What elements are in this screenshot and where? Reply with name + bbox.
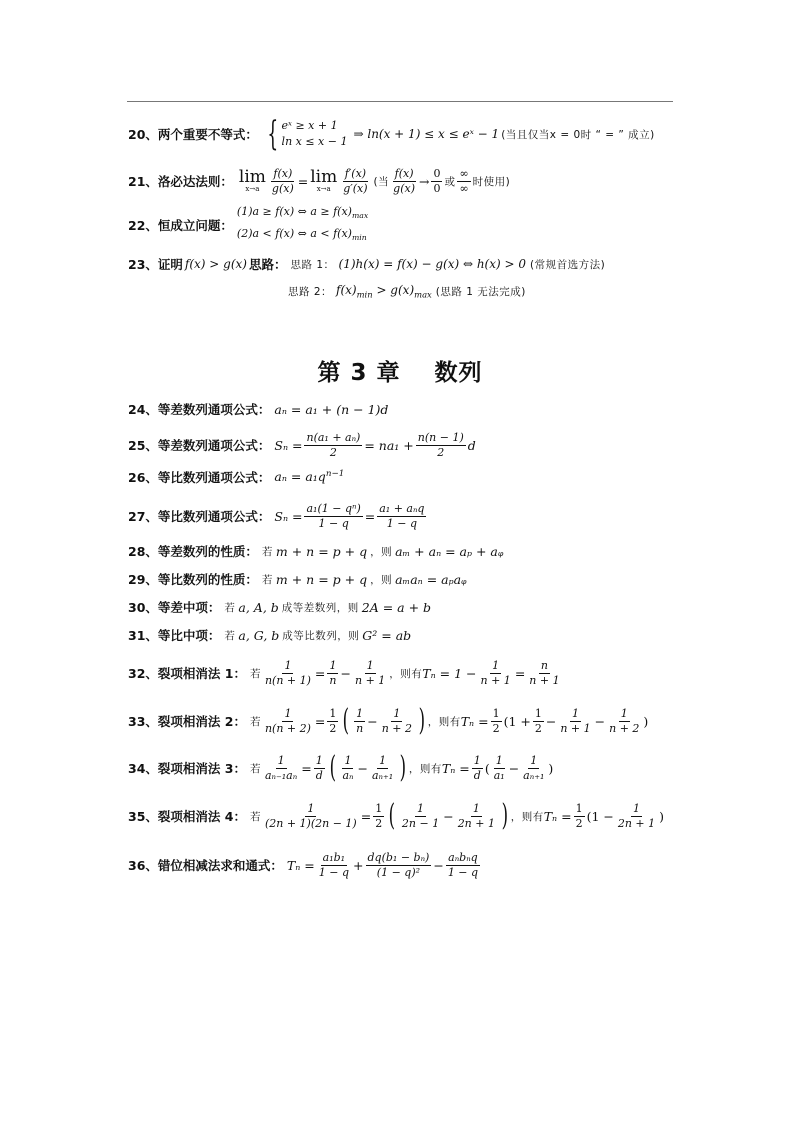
fraction: $\frac{\text{a₁b₁}}{1 - q}$ xyxy=(318,850,350,879)
tn-lhs: Tₙ = xyxy=(286,857,315,873)
fraction: $\frac{1}{\text{a₁}}$ xyxy=(493,753,505,782)
item-30 xyxy=(128,597,431,617)
item-22 xyxy=(128,204,369,243)
item-34-label: 34、裂项相消法 3： xyxy=(128,761,246,776)
right-paren: ) xyxy=(418,703,426,738)
equals-sign: = xyxy=(297,173,309,189)
item-26 xyxy=(128,467,344,487)
fraction: $\frac{n(n - 1)}{2}$ xyxy=(417,430,464,459)
item-31-label: 31、等比中项： xyxy=(128,628,221,643)
fraction: $\frac{1}{(2n + 1)(2n - 1)}$ xyxy=(264,801,357,830)
fraction: $\frac{1}{\text{aₙ₊₁}}$ xyxy=(523,753,545,782)
item-34 xyxy=(128,748,553,788)
if-text: 若 xyxy=(261,573,273,586)
if-text: 若 xyxy=(249,762,261,775)
item-30-label: 30、等差中项： xyxy=(128,600,221,615)
sum-lhs: Sₙ = xyxy=(274,508,303,524)
approach-1-note: (常规首选方法) xyxy=(530,258,606,271)
fraction: $\frac{1}{n + 1}$ xyxy=(480,658,511,687)
item-28-condition: m + n = p + q xyxy=(275,543,368,559)
fraction: $\frac{1}{n}$ xyxy=(356,706,364,735)
close-paren: ) xyxy=(643,713,649,729)
equals-sign: = xyxy=(360,808,372,824)
item-25 xyxy=(128,428,476,462)
item-23-line-2 xyxy=(288,281,526,301)
or-text: 或 xyxy=(444,175,456,188)
open-paren: ( xyxy=(484,760,490,776)
open-term: (1 + xyxy=(503,713,531,729)
minus-sign: − xyxy=(340,665,351,681)
item-23-label-math: f(x) > g(x) xyxy=(184,257,247,271)
item-20 xyxy=(128,114,655,154)
item-24-label: 24、等差数列通项公式： xyxy=(128,402,271,417)
item-35 xyxy=(128,796,664,836)
item-26-formula: $a_n = a_1q^{n-1}$ xyxy=(274,469,345,485)
item-35-label: 35、裂项相消法 4： xyxy=(128,809,246,824)
then-text: ，则有 xyxy=(389,667,423,680)
fraction: $\frac{1}{n + 2}$ xyxy=(609,706,640,735)
close-paren: ) xyxy=(659,808,665,824)
minus-sign: − xyxy=(433,857,444,873)
approach-1-formula: (1)h(x) = f(x) − g(x) ⇔ h(x) > 0 xyxy=(338,257,527,271)
item-29-result: aₘaₙ = aₚaᵩ xyxy=(395,571,467,587)
item-25-label: 25、等差数列通项公式： xyxy=(128,438,271,453)
fraction: $\frac{\text{dq(b₁ − bₙ)}}{\text{(1 − q)²}}$ xyxy=(367,850,430,879)
fraction: $\frac{f'(x)}{g'(x)}$ xyxy=(343,166,368,195)
fraction: $\frac{1}{\text{aₙ}}$ xyxy=(342,753,354,782)
approach-2-formula: $f(x)_{min} > g(x)_{max}$ xyxy=(336,282,432,300)
fraction: $\frac{f(x)}{g(x)}$ xyxy=(393,166,415,195)
fraction: $\frac{1}{2n + 1}$ xyxy=(457,801,495,830)
equals-sign: = xyxy=(364,508,376,524)
fraction: $\frac{1}{n + 1}$ xyxy=(354,658,386,687)
approach-2-label: 思路 2： xyxy=(288,285,333,298)
then-text: 成等差数列，则 xyxy=(281,601,359,614)
item-28-label: 28、等差数列的性质： xyxy=(128,544,258,559)
condition-note-open: (当 xyxy=(373,175,390,188)
fraction: $\frac{\text{aₙbₙq}}{1 - q}$ xyxy=(447,850,479,879)
right-paren: ) xyxy=(399,750,407,785)
tn-lhs: Tₙ = xyxy=(543,808,572,824)
item-30-terms: a, A, b xyxy=(238,599,279,615)
chapter-number: 第 3 章 xyxy=(317,360,401,386)
minus-sign: − xyxy=(545,713,557,729)
fraction: $\frac{1}{n + 2}$ xyxy=(381,706,412,735)
header-rule xyxy=(127,101,673,102)
fraction: $\frac{\infty}{\infty}$ xyxy=(459,166,469,195)
open-term: (1 − xyxy=(586,808,614,824)
item-20-label: 20、两个重要不等式： xyxy=(128,127,258,142)
fraction: $\frac{1}{n}$ xyxy=(329,658,337,687)
left-paren: ( xyxy=(388,798,396,833)
item-27-label: 27、等比数列通项公式： xyxy=(128,509,271,524)
fraction: $\frac{1}{2n - 1}$ xyxy=(401,801,440,830)
condition-row-2: (2)a < f(x) ⇔ $a < f(x)_{min}$ xyxy=(236,227,367,243)
sum-middle: = na₁ + xyxy=(364,437,414,453)
item-28 xyxy=(128,541,503,561)
fraction: $\frac{\text{n(a₁ + aₙ)}}{2}$ xyxy=(306,430,361,459)
item-27 xyxy=(128,498,428,534)
then-text: ，则 xyxy=(370,573,393,586)
left-paren: ( xyxy=(329,750,336,785)
minus-sign: − xyxy=(367,713,378,729)
left-paren: ( xyxy=(343,703,350,738)
if-text: 若 xyxy=(249,810,261,823)
inequality-system xyxy=(262,114,348,154)
item-22-label: 22、恒成立问题： xyxy=(128,218,233,233)
item-24 xyxy=(128,399,388,419)
item-29-condition: m + n = p + q xyxy=(275,571,368,587)
item-29 xyxy=(128,569,467,589)
arrow: → xyxy=(418,173,430,189)
minus-sign: − xyxy=(594,713,606,729)
right-paren: ) xyxy=(501,798,509,833)
fraction: $\frac{1}{n + 1}$ xyxy=(560,706,591,735)
approach-1-label: 思路 1： xyxy=(290,258,335,271)
condition-note-close: 时使用) xyxy=(472,175,511,188)
item-36-label: 36、错位相减法求和通式： xyxy=(128,858,283,873)
equals-sign: = xyxy=(514,665,526,681)
if-text: 若 xyxy=(249,667,261,680)
item-26-label: 26、等比数列通项公式： xyxy=(128,470,271,485)
fraction: $\frac{1}{2}$ xyxy=(329,706,337,735)
item-31 xyxy=(128,625,411,645)
item-24-formula: aₙ = a₁ + (n − 1)d xyxy=(274,401,389,417)
if-text: 若 xyxy=(224,601,236,614)
tn-lhs: Tₙ = 1 − xyxy=(422,665,477,681)
then-text: ，则 xyxy=(370,545,393,558)
item-21-label: 21、洛必达法则： xyxy=(128,174,233,189)
fraction: $\frac{1}{\text{aₙ₋₁aₙ}}$ xyxy=(264,753,298,782)
item-33-label: 33、裂项相消法 2： xyxy=(128,714,246,729)
item-28-result: aₘ + aₙ = aₚ + aᵩ xyxy=(395,543,504,559)
fraction: $\frac{\text{a₁(1 − qⁿ)}}{1 - q}$ xyxy=(306,501,361,530)
if-text: 若 xyxy=(224,629,236,642)
fraction: $\frac{1}{\text{aₙ₊₁}}$ xyxy=(371,753,394,782)
then-text: ，则有 xyxy=(408,762,442,775)
inequality-note: (当且仅当x = 0时 “ = ” 成立) xyxy=(501,128,655,141)
fraction: $\frac{0}{0}$ xyxy=(433,166,441,195)
item-32 xyxy=(128,655,564,691)
chapter-heading xyxy=(0,354,800,387)
fraction: $\frac{1}{d}$ xyxy=(473,753,481,782)
minus-sign: − xyxy=(508,760,520,776)
fraction: $\frac{f(x)}{g(x)}$ xyxy=(271,166,294,195)
fraction: $\frac{n}{n + 1}$ xyxy=(529,658,560,687)
equals-sign: = xyxy=(314,713,326,729)
chapter-title: 数列 xyxy=(434,360,483,386)
item-21 xyxy=(128,164,510,198)
fraction: $\frac{1}{2}$ xyxy=(375,801,383,830)
approach-2-note: (思路 1 无法完成) xyxy=(435,285,526,298)
plus-sign: + xyxy=(353,857,364,873)
left-brace: { xyxy=(267,114,279,154)
equals-sign: = xyxy=(314,665,326,681)
then-text: ，则有 xyxy=(427,715,461,728)
item-23-label: 23、证明 xyxy=(128,257,183,272)
sum-tail: d xyxy=(467,437,476,453)
condition-row-1: (1)a ≥ f(x) ⇔ $a \ge f(x)_{max}$ xyxy=(236,204,369,220)
tn-lhs: Tₙ = xyxy=(441,760,470,776)
limit-2: lim x→a xyxy=(310,167,338,193)
then-text: 成等比数列，则 xyxy=(282,629,360,642)
then-text: ，则有 xyxy=(510,810,544,823)
fraction: $\frac{1}{2n + 1}$ xyxy=(617,801,656,830)
item-23 xyxy=(128,254,605,274)
fraction: $\frac{1}{n(n + 1)}$ xyxy=(264,658,311,687)
item-29-label: 29、等比数列的性质： xyxy=(128,572,258,587)
sum-lhs: Sₙ = xyxy=(274,437,303,453)
item-36 xyxy=(128,845,482,885)
if-text: 若 xyxy=(261,545,273,558)
fraction: $\frac{1}{2}$ xyxy=(575,801,583,830)
tn-lhs: Tₙ = xyxy=(460,713,489,729)
inequality-result: ⇒ ln(x + 1) ≤ x ≤ eˣ − 1 xyxy=(353,127,500,141)
item-30-result: 2A = a + b xyxy=(361,599,432,615)
item-32-label: 32、裂项相消法 1： xyxy=(128,666,246,681)
item-23-label-suffix: 思路： xyxy=(248,257,287,272)
fraction: $\frac{1}{n(n + 2)}$ xyxy=(264,706,311,735)
if-text: 若 xyxy=(249,715,261,728)
condition-rows xyxy=(237,203,368,247)
minus-sign: − xyxy=(443,808,454,824)
minus-sign: − xyxy=(357,760,368,776)
inequality-row-2: ln x ≤ x − 1 xyxy=(281,135,348,148)
close-paren: ) xyxy=(548,760,554,776)
fraction: $\frac{1}{d}$ xyxy=(315,753,323,782)
fraction: $\frac{1}{2}$ xyxy=(492,706,500,735)
limit-1: lim x→a xyxy=(238,167,266,193)
equals-sign: = xyxy=(301,760,312,776)
fraction: $\frac{\text{a₁ + aₙq}}{1 - q}$ xyxy=(379,501,425,530)
item-33 xyxy=(128,702,648,740)
inequality-row-1: eˣ ≥ x + 1 xyxy=(281,119,338,132)
item-31-result: G² = ab xyxy=(362,627,412,643)
item-31-terms: a, G, b xyxy=(238,627,280,643)
fraction: $\frac{1}{2}$ xyxy=(534,706,542,735)
